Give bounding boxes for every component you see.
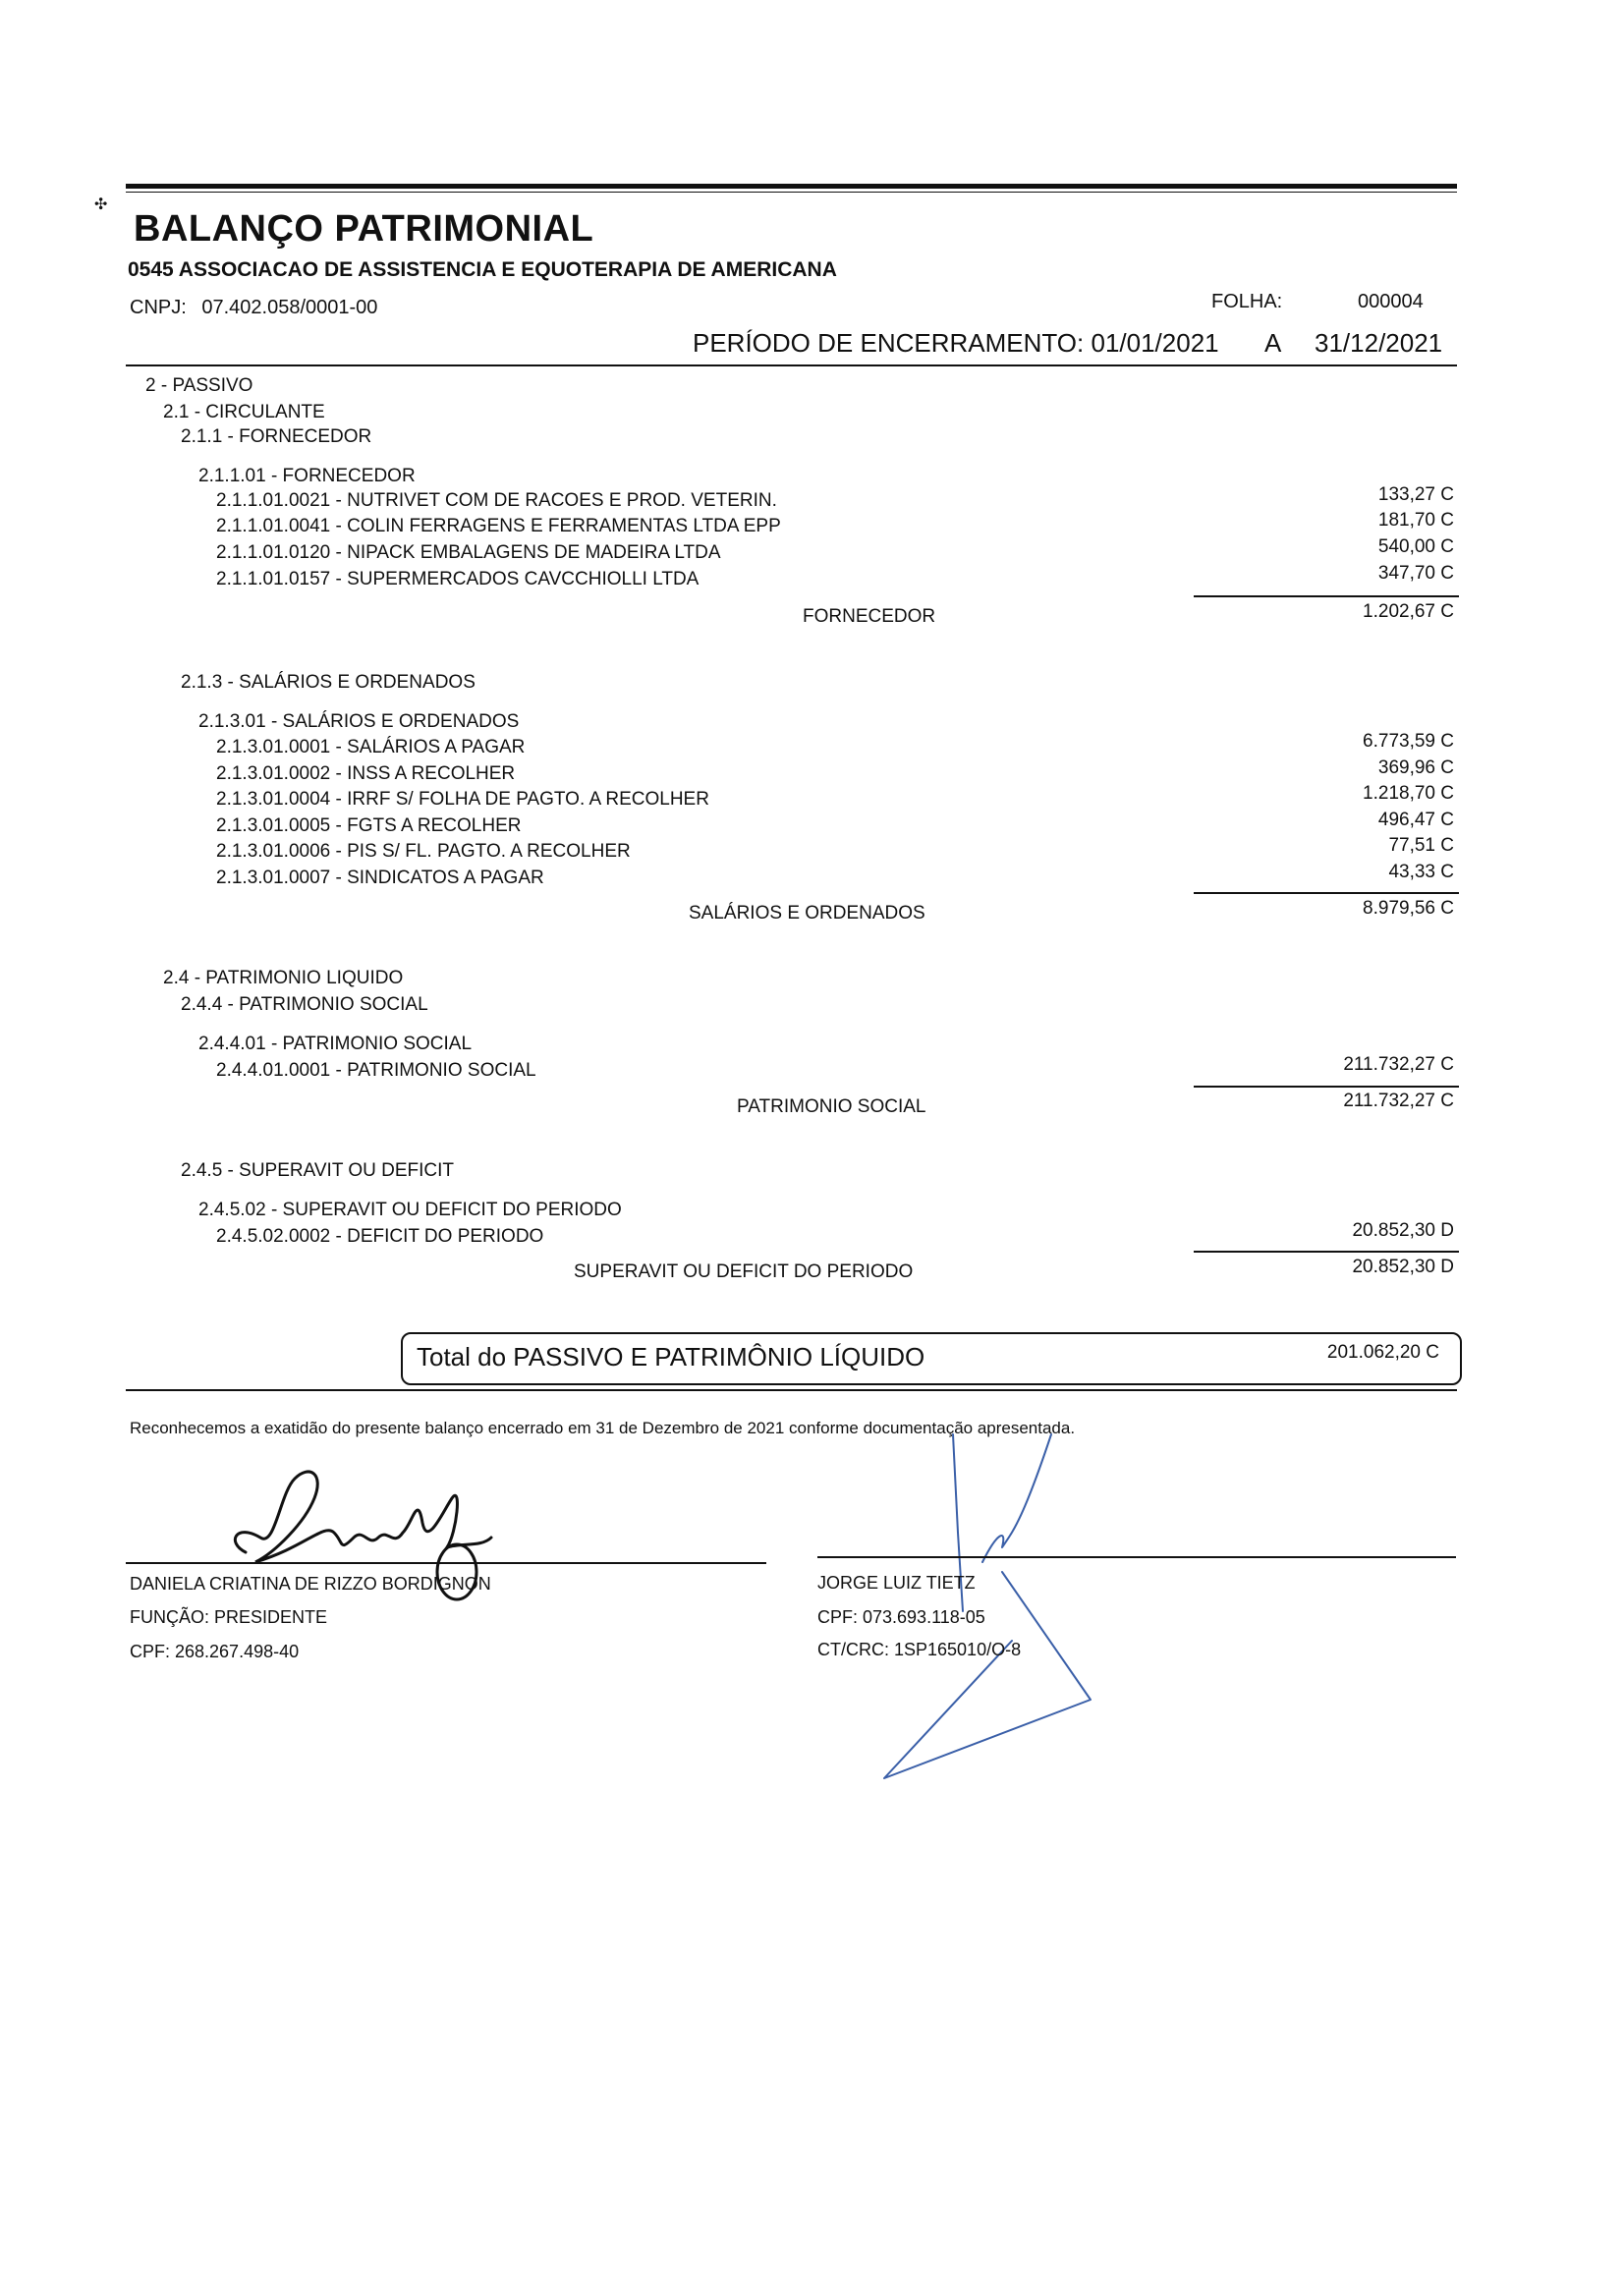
subtotal-value: 211.732,27 C	[1343, 1091, 1454, 1111]
organization-name: 0545 ASSOCIACAO DE ASSISTENCIA E EQUOTERAPIA DE AMERICANA	[128, 258, 837, 281]
subtotal-label: SUPERAVIT OU DEFICIT DO PERIODO	[574, 1261, 914, 1282]
account-value: 6.773,59 C	[1363, 731, 1454, 752]
period-sep: A	[1264, 328, 1282, 358]
group-patrimonio-liquido: 2.4 - PATRIMONIO LIQUIDO	[163, 968, 404, 988]
cnpj-value: 07.402.058/0001-00	[201, 297, 378, 318]
subtotal-label: FORNECEDOR	[803, 606, 936, 627]
account-value: 181,70 C	[1377, 510, 1454, 531]
group-circulante: 2.1 - CIRCULANTE	[163, 402, 325, 422]
account-value: 496,47 C	[1377, 810, 1454, 830]
header-rule	[126, 364, 1457, 366]
subtotal-rule	[1194, 892, 1459, 894]
cnpj-line	[130, 297, 377, 319]
account-label: 2.1.1.01.0021 - NUTRIVET COM DE RACOES E PROD. VETERIN.	[216, 490, 777, 511]
period-start: 01/01/2021	[1091, 328, 1219, 358]
period-line	[693, 328, 1219, 359]
page-mark: ✣	[94, 196, 108, 213]
account-label: 2.1.3.01.0007 - SINDICATOS A PAGAR	[216, 868, 544, 888]
account-label: 2.1.3.01.0002 - INSS A RECOLHER	[216, 763, 516, 784]
subtotal-rule	[1194, 1086, 1459, 1088]
subtotal-rule	[1194, 1251, 1459, 1253]
subtotal-rule	[1194, 595, 1459, 597]
signature-line-left	[126, 1562, 766, 1564]
signatory-left-cpf: CPF: 268.267.498-40	[130, 1642, 300, 1661]
subgroup-fornecedor: 2.1.1.01 - FORNECEDOR	[198, 466, 416, 486]
total-value: 201.062,20 C	[1326, 1342, 1439, 1363]
account-value: 347,70 C	[1377, 563, 1454, 584]
subtotal-value: 1.202,67 C	[1363, 601, 1454, 622]
period-end: 31/12/2021	[1315, 328, 1443, 358]
group-fornecedor: 2.1.1 - FORNECEDOR	[181, 426, 372, 447]
account-label: 2.1.1.01.0157 - SUPERMERCADOS CAVCCHIOLLI LTDA	[216, 569, 700, 589]
account-label: 2.1.3.01.0004 - IRRF S/ FOLHA DE PAGTO. A RECOLHER	[216, 789, 709, 810]
account-value: 43,33 C	[1388, 862, 1454, 882]
account-value: 20.852,30 D	[1352, 1220, 1454, 1241]
signature-line-right	[817, 1556, 1456, 1558]
group-superavit-deficit: 2.4.5 - SUPERAVIT OU DEFICIT	[181, 1160, 455, 1181]
folha-label: FOLHA:	[1211, 291, 1283, 312]
document-title: BALANÇO PATRIMONIAL	[134, 208, 594, 250]
signature-right	[865, 1415, 1120, 1788]
account-value: 211.732,27 C	[1343, 1054, 1454, 1075]
total-label: Total do PASSIVO E PATRIMÔNIO LÍQUIDO	[417, 1342, 925, 1372]
signatory-right-crc: CT/CRC: 1SP165010/O-8	[817, 1640, 1022, 1659]
cnpj-label: CNPJ:	[130, 297, 187, 318]
total-rule	[126, 1389, 1457, 1391]
account-label: 2.1.3.01.0005 - FGTS A RECOLHER	[216, 815, 522, 836]
account-label: 2.4.5.02.0002 - DEFICIT DO PERIODO	[216, 1226, 544, 1247]
account-value: 133,27 C	[1377, 484, 1454, 505]
folha-value: 000004	[1358, 291, 1424, 312]
subtotal-label: SALÁRIOS E ORDENADOS	[689, 903, 925, 924]
account-label: 2.4.4.01.0001 - PATRIMONIO SOCIAL	[216, 1060, 536, 1081]
top-rule	[126, 184, 1457, 189]
signatory-right-cpf: CPF: 073.693.118-05	[817, 1607, 985, 1627]
subtotal-value: 20.852,30 D	[1352, 1257, 1454, 1277]
period-label: PERÍODO DE ENCERRAMENTO:	[693, 328, 1085, 358]
top-rule-thin	[126, 192, 1457, 193]
statement-text: Reconhecemos a exatidão do presente balanço encerrado em 31 de Dezembro de 2021 conforme documentação apresentada.	[130, 1419, 1076, 1437]
signatory-left-role: FUNÇÃO: PRESIDENTE	[130, 1607, 328, 1627]
account-value: 369,96 C	[1377, 757, 1454, 778]
group-passivo: 2 - PASSIVO	[145, 375, 253, 396]
account-label: 2.1.3.01.0006 - PIS S/ FL. PAGTO. A RECOLHER	[216, 841, 631, 862]
group-salarios: 2.1.3 - SALÁRIOS E ORDENADOS	[181, 672, 476, 693]
subgroup-patrimonio-social: 2.4.4.01 - PATRIMONIO SOCIAL	[198, 1034, 473, 1054]
subtotal-value: 8.979,56 C	[1363, 898, 1454, 919]
group-patrimonio-social: 2.4.4 - PATRIMONIO SOCIAL	[181, 994, 428, 1015]
signatory-right-name: JORGE LUIZ TIETZ	[817, 1573, 976, 1593]
signatory-left-name: DANIELA CRIATINA DE RIZZO BORDIGNON	[130, 1574, 491, 1594]
subgroup-salarios: 2.1.3.01 - SALÁRIOS E ORDENADOS	[198, 711, 520, 732]
account-label: 2.1.1.01.0041 - COLIN FERRAGENS E FERRAMENTAS LTDA EPP	[216, 516, 781, 536]
account-label: 2.1.1.01.0120 - NIPACK EMBALAGENS DE MADEIRA LTDA	[216, 542, 721, 563]
account-value: 77,51 C	[1388, 835, 1454, 856]
account-label: 2.1.3.01.0001 - SALÁRIOS A PAGAR	[216, 737, 526, 757]
account-value: 1.218,70 C	[1363, 783, 1454, 804]
account-value: 540,00 C	[1377, 536, 1454, 557]
subgroup-superavit-deficit: 2.4.5.02 - SUPERAVIT OU DEFICIT DO PERIODO	[198, 1200, 622, 1220]
subtotal-label: PATRIMONIO SOCIAL	[737, 1096, 926, 1117]
